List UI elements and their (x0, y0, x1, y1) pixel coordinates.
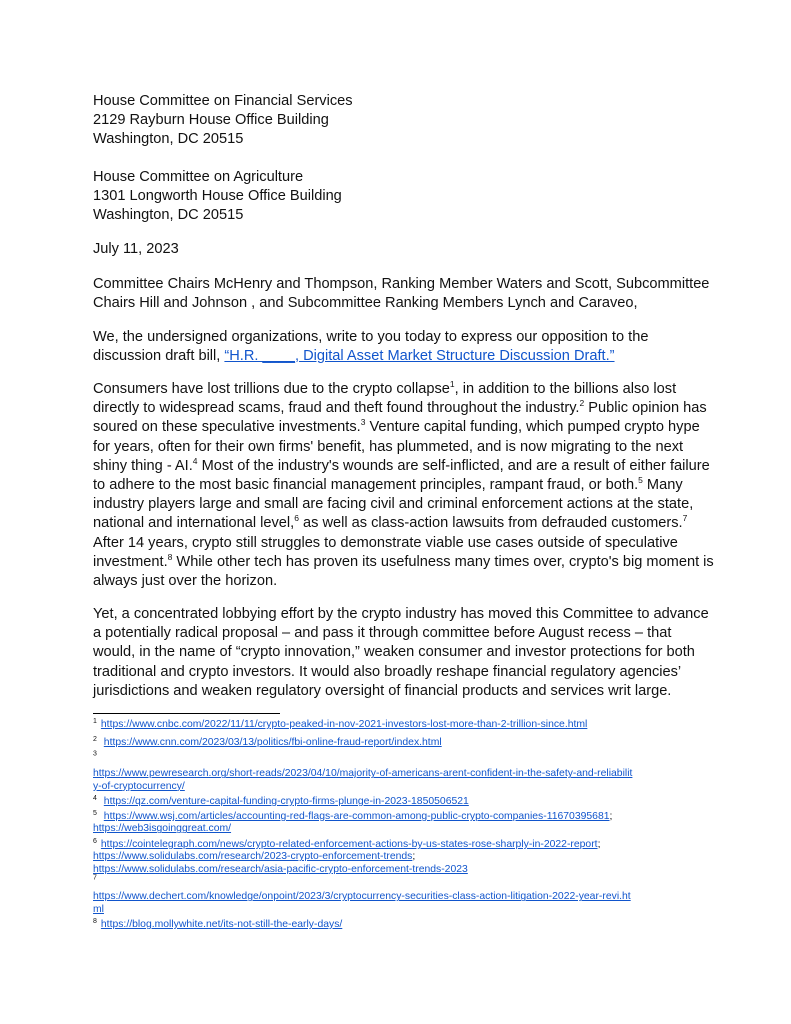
footnote-number: 1 (93, 717, 97, 725)
footnote-1 (93, 719, 587, 731)
paragraph-line: industry players large and small are facing civil and criminal enforcement actions at the state, (93, 496, 694, 513)
footnote-number: 4 (93, 794, 97, 802)
discussion-draft-link[interactable]: “H.R. ____, Digital Asset Market Structure Discussion Draft.” (224, 348, 615, 364)
address-line: House Committee on Agriculture (93, 169, 304, 185)
footnote-8 (93, 919, 342, 931)
text-span: national and international level, (93, 515, 295, 532)
footnote-number: 6 (93, 837, 97, 845)
text-span: as well as class-action lawsuits from defrauded customers. (298, 515, 683, 532)
text-span: Most of the industry's wounds are self-inflicted, and are a result of either failure (197, 457, 710, 474)
footnote-ref[interactable]: 5 (638, 475, 643, 486)
footnote-link[interactable]: https://www.wsj.com/articles/accounting-red-flags-are-common-among-public-crypto-companies-11670395681 (103, 811, 610, 822)
footnote-ref[interactable]: 2 (579, 398, 585, 409)
footnote-7 (93, 876, 631, 916)
separator: ; (597, 839, 601, 850)
footnote-divider (93, 713, 280, 714)
letter-date: July 11, 2023 (93, 241, 179, 257)
intro-paragraph (93, 328, 648, 366)
paragraph-line (93, 399, 713, 418)
paragraph-line: for years, often for their own firms' benefit, has plummeted, and is now migrating to the next (93, 438, 684, 455)
intro-line-2 (93, 347, 648, 366)
address-line: Washington, DC 20515 (93, 131, 244, 147)
text-span: Consumers have lost trillions due to the crypto collapse (93, 381, 450, 397)
footnote-number: 2 (93, 735, 97, 743)
text-span: , in addition to the billions also lost (454, 381, 677, 397)
footnote-ref[interactable]: 6 (294, 513, 299, 524)
footnote-link[interactable]: https://web3isgoinggreat.com/ (93, 823, 232, 835)
footnote-2 (93, 737, 442, 749)
footnote-number: 8 (93, 917, 97, 925)
body-paragraph-1 (93, 380, 713, 591)
paragraph-line (93, 476, 713, 495)
paragraph-line: jurisdictions and weaken regulatory oversight of financial products and services writ large. (93, 682, 672, 699)
text-span: Many (642, 477, 683, 494)
text-span: Venture capital funding, which pumped crypto hype (365, 419, 700, 436)
footnote-3 (93, 752, 632, 793)
footnote-link[interactable]: https://qz.com/venture-capital-funding-crypto-firms-plunge-in-2023-1850506521 (103, 796, 469, 807)
salutation (93, 275, 709, 313)
footnote-ref[interactable]: 3 (360, 417, 366, 428)
footnote-5 (93, 811, 612, 836)
paragraph-line: traditional and crypto investors. It would also broadly reshape financial regulatory agencies’ (93, 663, 682, 680)
paragraph-line: would, in the name of “crypto innovation,” weaken consumer and investor protections for both (93, 644, 695, 661)
footnote-link[interactable]: https://www.solidulabs.com/research/2023-crypto-enforcement-trends (93, 851, 413, 863)
footnote-6 (93, 839, 600, 876)
footnote-number: 7 (93, 874, 97, 882)
text-span: investment. (93, 553, 168, 570)
footnote-ref[interactable]: 8 (167, 551, 173, 562)
paragraph-line: Yet, a concentrated lobbying effort by the crypto industry has moved this Committee to advance (93, 606, 709, 622)
paragraph-line (93, 418, 713, 437)
text-span: Public opinion has (584, 400, 707, 417)
text-span: to adhere to the most basic financial management principles, rampant fraud, or both. (93, 477, 639, 494)
text-span: shiny thing - AI. (93, 457, 193, 474)
footnote-link[interactable]: https://www.dechert.com/knowledge/onpoint/2023/3/cryptocurrency-securities-class-action-litigation-2022-year-revi.ht (93, 891, 631, 903)
separator: ; (412, 851, 416, 863)
intro-text: discussion draft bill, (93, 348, 225, 364)
address-agriculture (93, 168, 342, 225)
salutation-line: Committee Chairs McHenry and Thompson, Ranking Member Waters and Scott, Subcommittee (93, 276, 710, 292)
footnote-link-cont[interactable]: ml (93, 903, 104, 915)
separator: ; (609, 811, 613, 822)
footnote-number: 3 (93, 750, 97, 758)
text-span: While other tech has proven its usefulness many times over, crypto's big moment is (172, 553, 714, 570)
footnote-link[interactable]: https://www.cnn.com/2023/03/13/politics/fbi-online-fraud-report/index.html (103, 737, 442, 748)
intro-line: We, the undersigned organizations, write to you today to express our opposition to the (93, 329, 649, 345)
footnote-ref[interactable]: 4 (192, 455, 198, 466)
address-line: 2129 Rayburn House Office Building (93, 112, 329, 128)
footnote-link[interactable]: https://www.pewresearch.org/short-reads/2023/04/10/majority-of-americans-arent-confident-in-the-safety-and-reliabilit (93, 768, 633, 780)
paragraph-line: After 14 years, crypto still struggles to demonstrate viable use cases outside of speculative (93, 534, 678, 551)
paragraph-line (93, 553, 713, 572)
footnote-link[interactable]: https://www.cnbc.com/2022/11/11/crypto-peaked-in-nov-2021-investors-lost-more-than-2-trillion-since.html (100, 719, 588, 730)
footnote-link-cont[interactable]: y-of-cryptocurrency/ (93, 780, 185, 792)
paragraph-line: a potentially radical proposal – and pass it through committee before August recess – that (93, 625, 672, 642)
address-financial-services (93, 92, 353, 149)
address-line: 1301 Longworth House Office Building (93, 188, 342, 204)
footnote-ref[interactable]: 1 (449, 379, 455, 390)
footnote-link[interactable]: https://cointelegraph.com/news/crypto-related-enforcement-actions-by-us-states-rose-sharply-in-2022-report (100, 839, 598, 850)
paragraph-line: always just over the horizon. (93, 573, 278, 590)
footnote-4 (93, 796, 469, 808)
footnote-number: 5 (93, 809, 97, 817)
text-span: directly to widespread scams, fraud and theft found throughout the industry. (93, 400, 580, 417)
paragraph-line (93, 380, 713, 399)
address-line: Washington, DC 20515 (93, 207, 244, 223)
paragraph-line (93, 514, 713, 533)
salutation-line: Chairs Hill and Johnson , and Subcommittee Ranking Members Lynch and Caraveo, (93, 295, 638, 311)
footnote-ref[interactable]: 7 (682, 513, 688, 524)
text-span: soured on these speculative investments. (93, 419, 361, 436)
body-paragraph-2 (93, 605, 713, 701)
address-line: House Committee on Financial Services (93, 93, 353, 109)
footnote-link[interactable]: https://blog.mollywhite.net/its-not-still-the-early-days/ (100, 919, 343, 930)
paragraph-line (93, 457, 713, 476)
footnote-link[interactable]: https://www.solidulabs.com/research/asia-pacific-crypto-enforcement-trends-2023 (93, 863, 468, 875)
